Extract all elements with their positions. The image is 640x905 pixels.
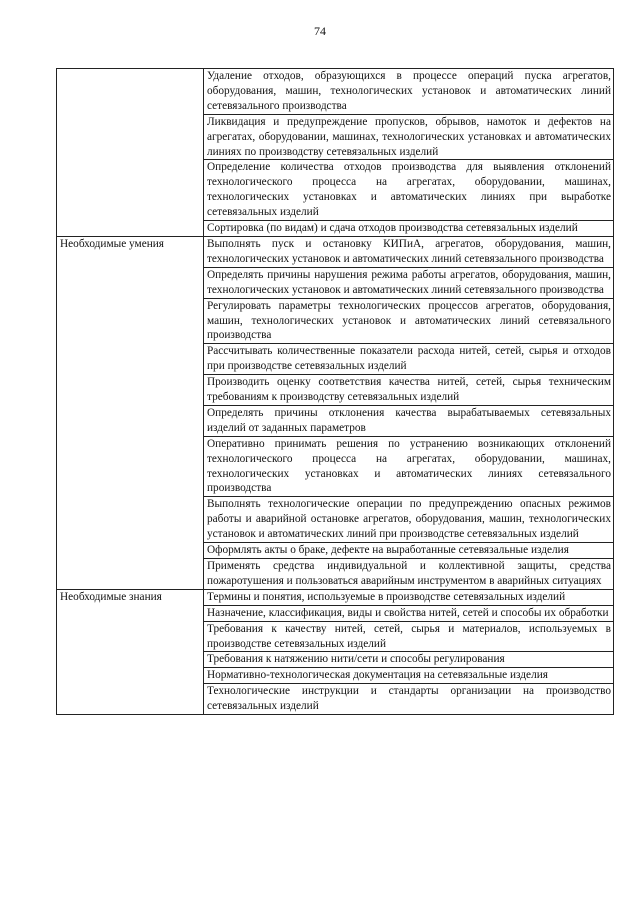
requirement-item: Термины и понятия, используемые в производстве сетевязальных изделий xyxy=(204,589,614,605)
requirement-item: Требования к качеству нитей, сетей, сырья и материалов, используемых в производстве сетевязальных изделий xyxy=(204,621,614,652)
requirement-item: Сортировка (по видам) и сдача отходов производства сетевязальных изделий xyxy=(204,221,614,237)
requirement-item: Удаление отходов, образующихся в процессе операций пуска агрегатов, оборудования, машин, технологических установок и автоматических линий сетевязального производства xyxy=(204,69,614,115)
requirement-item: Ликвидация и предупреждение пропусков, обрывов, намоток и дефектов на агрегатах, оборудовании, машинах, технологических установках и автоматических линиях по производству сетевязальных изделий xyxy=(204,114,614,160)
requirement-item: Применять средства индивидуальной и коллективной защиты, средства пожаротушения и пользоваться аварийным инструментом в аварийных ситуациях xyxy=(204,559,614,590)
competency-table xyxy=(56,68,614,715)
section-label: Необходимые умения xyxy=(57,236,204,589)
requirement-item: Регулировать параметры технологических процессов агрегатов, оборудования, машин, технологических установок и автоматических линий сетевязального производства xyxy=(204,298,614,344)
section-label xyxy=(57,69,204,237)
table-row xyxy=(57,589,614,605)
table-row xyxy=(57,69,614,115)
requirement-item: Оперативно принимать решения по устранению возникающих отклонений технологического процесса на агрегатах, оборудовании, машинах, технологических установках и автоматических линиях сетевязального производства xyxy=(204,436,614,497)
page-number: 74 xyxy=(314,24,326,38)
requirement-item: Производить оценку соответствия качества нитей, сетей, сырья техническим требованиям к производству сетевязальных изделий xyxy=(204,375,614,406)
requirement-item: Рассчитывать количественные показатели расхода нитей, сетей, сырья и отходов при производстве сетевязальных изделий xyxy=(204,344,614,375)
requirement-item: Нормативно-технологическая документация на сетевязальные изделия xyxy=(204,668,614,684)
requirement-item: Выполнять пуск и остановку КИПиА, агрегатов, оборудования, машин, технологических установок и автоматических линий сетевязального производства xyxy=(204,236,614,267)
requirement-item: Выполнять технологические операции по предупреждению опасных режимов работы и аварийной остановке агрегатов, оборудования, машин, технологических установок и автоматических линий при производстве сетевязальных изделий xyxy=(204,497,614,543)
section-label: Необходимые знания xyxy=(57,589,204,714)
requirement-item: Требования к натяжению нити/сети и способы регулирования xyxy=(204,652,614,668)
requirement-item: Определять причины отклонения качества вырабатываемых сетевязальных изделий от заданных параметров xyxy=(204,405,614,436)
requirement-item: Назначение, классификация, виды и свойства нитей, сетей и способы их обработки xyxy=(204,605,614,621)
requirement-item: Определять причины нарушения режима работы агрегатов, оборудования, машин, технологических установок и автоматических линий сетевязального производства xyxy=(204,267,614,298)
table-row xyxy=(57,236,614,267)
requirement-item: Оформлять акты о браке, дефекте на выработанные сетевязальные изделия xyxy=(204,543,614,559)
requirement-item: Технологические инструкции и стандарты организации на производство сетевязальных изделий xyxy=(204,684,614,715)
requirement-item: Определение количества отходов производства для выявления отклонений технологического процесса на агрегатах, оборудовании, машинах, технологических установках и автоматических линиях при выработке сетевязальных изделий xyxy=(204,160,614,221)
